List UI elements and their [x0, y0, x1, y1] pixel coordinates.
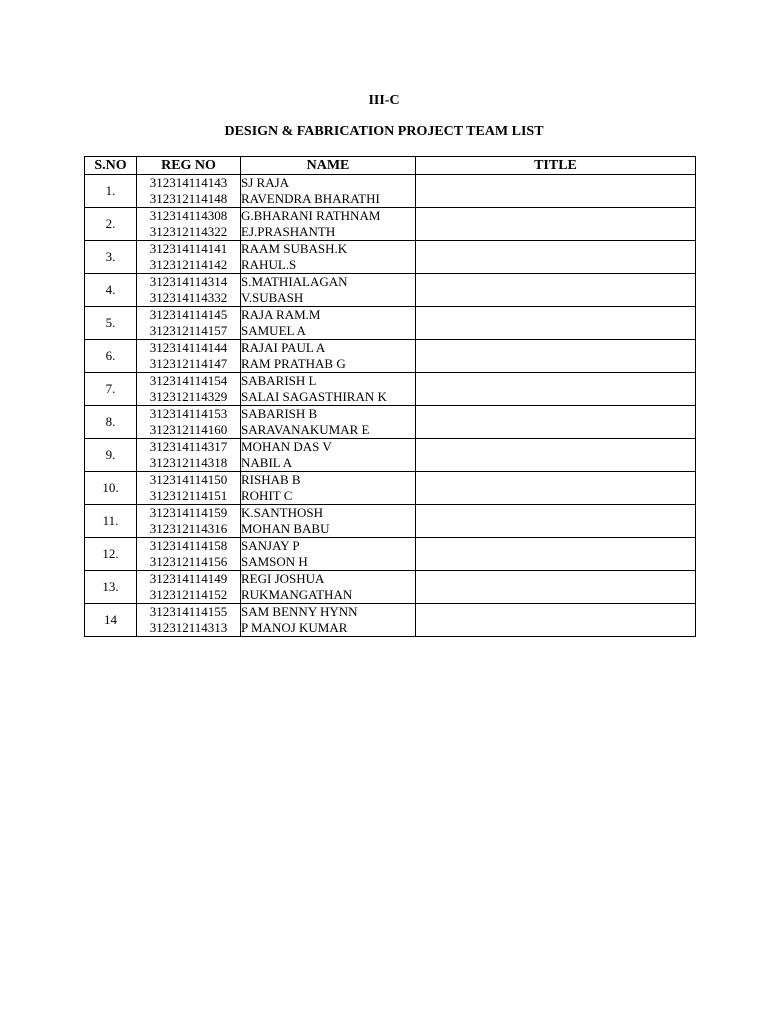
project-title-cell: [416, 208, 696, 241]
student-name: MOHAN DAS V: [241, 439, 332, 454]
reg-no: 312312114156: [149, 554, 228, 569]
serial-number: 14: [85, 604, 137, 637]
table-row: [85, 505, 696, 538]
name-cell: [241, 307, 416, 340]
table-row: [85, 340, 696, 373]
reg-no-cell: [137, 208, 241, 241]
serial-number: 1.: [85, 175, 137, 208]
student-name: SABARISH B: [241, 406, 318, 421]
student-name: RAVENDRA BHARATHI: [241, 191, 380, 206]
reg-no-cell: [137, 406, 241, 439]
reg-no-cell: [137, 538, 241, 571]
reg-no: 312314114144: [149, 340, 228, 355]
student-name: RISHAB B: [241, 472, 301, 487]
reg-no: 312314114143: [149, 175, 228, 190]
table-body: [85, 175, 696, 637]
serial-number: 8.: [85, 406, 137, 439]
serial-number: 10.: [85, 472, 137, 505]
serial-number: 13.: [85, 571, 137, 604]
project-title-cell: [416, 274, 696, 307]
project-title-cell: [416, 538, 696, 571]
table-row: [85, 571, 696, 604]
reg-no: 312312114160: [149, 422, 228, 437]
serial-number: 4.: [85, 274, 137, 307]
project-title-cell: [416, 439, 696, 472]
project-title-cell: [416, 505, 696, 538]
reg-no: 312314114308: [149, 208, 228, 223]
reg-no: 312314114145: [149, 307, 228, 322]
student-name: REGI JOSHUA: [241, 571, 325, 586]
project-title-cell: [416, 604, 696, 637]
reg-no-cell: [137, 505, 241, 538]
header-row: [85, 157, 696, 175]
student-name: EJ.PRASHANTH: [241, 224, 336, 239]
serial-number: 12.: [85, 538, 137, 571]
student-name: RAJAI PAUL A: [241, 340, 326, 355]
reg-no-cell: [137, 307, 241, 340]
serial-number: 11.: [85, 505, 137, 538]
reg-no: 312314114159: [149, 505, 228, 520]
reg-no: 312312114142: [149, 257, 228, 272]
table-row: [85, 439, 696, 472]
table-header: [85, 157, 696, 175]
name-cell: [241, 571, 416, 604]
project-title-cell: [416, 472, 696, 505]
name-cell: [241, 505, 416, 538]
student-name: P MANOJ KUMAR: [241, 620, 348, 635]
reg-no: 312312114322: [149, 224, 228, 239]
class-heading: III-C: [368, 93, 400, 108]
serial-number: 5.: [85, 307, 137, 340]
reg-no-cell: [137, 439, 241, 472]
name-cell: [241, 472, 416, 505]
project-title-cell: [416, 373, 696, 406]
table-row: [85, 274, 696, 307]
reg-no: 312314114317: [149, 439, 228, 454]
name-cell: [241, 274, 416, 307]
student-name: NABIL A: [241, 455, 293, 470]
student-name: MOHAN BABU: [241, 521, 330, 536]
student-name: SAMSON H: [241, 554, 308, 569]
name-cell: [241, 406, 416, 439]
reg-no-cell: [137, 340, 241, 373]
student-name: SANJAY P: [241, 538, 300, 553]
reg-no: 312314114314: [149, 274, 228, 289]
reg-no: 312312114151: [149, 488, 228, 503]
header-sno: S.NO: [85, 157, 137, 175]
name-cell: [241, 241, 416, 274]
reg-no-cell: [137, 571, 241, 604]
reg-no: 312312114329: [149, 389, 228, 404]
reg-no: 312314114141: [149, 241, 228, 256]
student-name: K.SANTHOSH: [241, 505, 323, 520]
serial-number: 7.: [85, 373, 137, 406]
student-name: G.BHARANI RATHNAM: [241, 208, 381, 223]
table-row: [85, 175, 696, 208]
student-name: S.MATHIALAGAN: [241, 274, 348, 289]
student-name: SALAI SAGASTHIRAN K: [241, 389, 387, 404]
name-cell: [241, 208, 416, 241]
table-row: [85, 373, 696, 406]
reg-no: 312312114147: [149, 356, 228, 371]
serial-number: 6.: [85, 340, 137, 373]
serial-number: 2.: [85, 208, 137, 241]
reg-no: 312314114149: [149, 571, 228, 586]
reg-no: 312312114316: [149, 521, 228, 536]
student-name: RUKMANGATHAN: [241, 587, 353, 602]
student-name: SABARISH L: [241, 373, 317, 388]
reg-no: 312312114148: [149, 191, 228, 206]
table-row: [85, 208, 696, 241]
serial-number: 9.: [85, 439, 137, 472]
project-title-cell: [416, 406, 696, 439]
student-name: V.SUBASH: [241, 290, 304, 305]
reg-no: 312312114313: [149, 620, 228, 635]
name-cell: [241, 604, 416, 637]
name-cell: [241, 373, 416, 406]
student-name: RAJA RAM.M: [241, 307, 321, 322]
table-row: [85, 307, 696, 340]
reg-no: 312312114152: [149, 587, 228, 602]
project-title-cell: [416, 307, 696, 340]
reg-no: 312312114157: [149, 323, 228, 338]
header-title: TITLE: [416, 157, 696, 175]
reg-no: 312314114332: [149, 290, 228, 305]
project-title-cell: [416, 175, 696, 208]
reg-no: 312314114155: [149, 604, 228, 619]
student-name: SARAVANAKUMAR E: [241, 422, 370, 437]
team-list-table: [84, 156, 696, 637]
student-name: SAMUEL A: [241, 323, 306, 338]
project-title-cell: [416, 340, 696, 373]
reg-no-cell: [137, 373, 241, 406]
name-cell: [241, 175, 416, 208]
table-row: [85, 241, 696, 274]
reg-no-cell: [137, 274, 241, 307]
student-name: ROHIT C: [241, 488, 293, 503]
serial-number: 3.: [85, 241, 137, 274]
reg-no: 312312114318: [149, 455, 228, 470]
student-name: SJ RAJA: [241, 175, 290, 190]
project-title-cell: [416, 241, 696, 274]
reg-no-cell: [137, 241, 241, 274]
name-cell: [241, 439, 416, 472]
student-name: RAAM SUBASH.K: [241, 241, 348, 256]
reg-no-cell: [137, 175, 241, 208]
table-row: [85, 472, 696, 505]
name-cell: [241, 538, 416, 571]
project-title-cell: [416, 571, 696, 604]
name-cell: [241, 340, 416, 373]
table-row: [85, 604, 696, 637]
reg-no-cell: [137, 472, 241, 505]
reg-no-cell: [137, 604, 241, 637]
document-title: DESIGN & FABRICATION PROJECT TEAM LIST: [224, 124, 544, 139]
header-name: NAME: [241, 157, 416, 175]
header-reg-no: REG NO: [137, 157, 241, 175]
reg-no: 312314114150: [149, 472, 228, 487]
student-name: RAM PRATHAB G: [241, 356, 346, 371]
reg-no: 312314114154: [149, 373, 228, 388]
reg-no: 312314114158: [149, 538, 228, 553]
student-name: SAM BENNY HYNN: [241, 604, 358, 619]
student-name: RAHUL.S: [241, 257, 297, 272]
table-row: [85, 538, 696, 571]
reg-no: 312314114153: [149, 406, 228, 421]
table-row: [85, 406, 696, 439]
